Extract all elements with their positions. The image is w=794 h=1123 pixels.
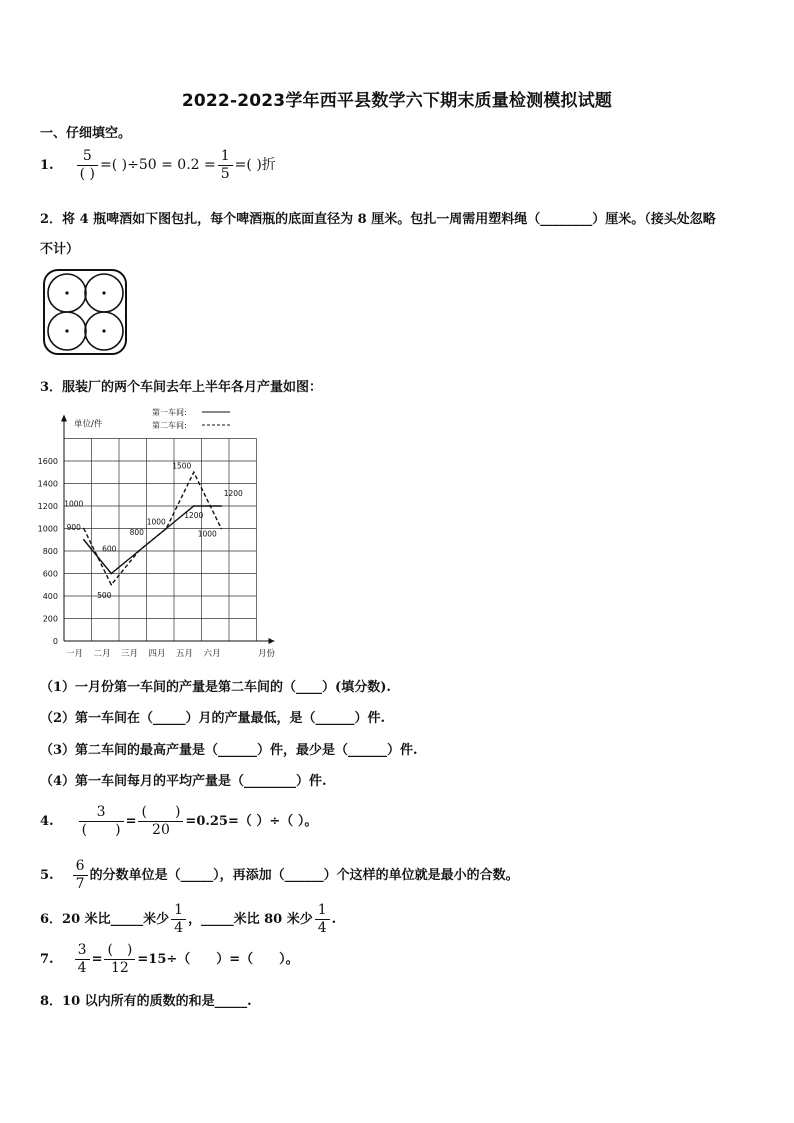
fraction <box>73 858 88 893</box>
equation-text: =( )÷50 = 0.2 = <box>100 157 216 173</box>
data-point <box>220 505 222 507</box>
question-3-intro: 3．服装厂的两个车间去年上半年各月产量如图： <box>40 380 323 395</box>
data-label: 1000 <box>146 517 166 527</box>
data-label: 1200 <box>184 511 204 520</box>
question-number: 7. <box>40 952 54 967</box>
bottle-center <box>65 291 68 294</box>
fraction <box>315 902 330 937</box>
data-point <box>83 528 85 530</box>
y-tick-label: 800 <box>42 547 58 556</box>
denominator: 5 <box>220 166 230 182</box>
x-axis-arrow <box>269 638 275 644</box>
y-tick-label: 200 <box>42 614 58 624</box>
bottle-center <box>65 329 68 332</box>
y-tick-label: 0 <box>52 637 58 646</box>
fraction <box>171 902 186 937</box>
denominator: ( ) <box>81 822 121 838</box>
numerator: 1 <box>315 902 330 920</box>
question-4 <box>40 804 317 839</box>
data-label: 600 <box>102 544 117 554</box>
legend-label: 第二车间: <box>152 421 187 430</box>
y-tick-label: 1000 <box>37 524 58 534</box>
denominator: 4 <box>77 960 87 976</box>
x-tick-label: 二月 <box>93 649 111 659</box>
fraction <box>79 804 124 839</box>
page-title: 2022-2023学年西平县数学六下期末质量检测模拟试题 <box>181 91 613 111</box>
data-label: 1500 <box>172 461 192 471</box>
question-text: 6．20 米比_____米少 <box>40 912 170 927</box>
y-tick-label: 1400 <box>37 479 58 489</box>
fraction <box>75 942 90 977</box>
x-axis-label: 月份 <box>257 649 276 659</box>
bottle-center <box>102 329 105 332</box>
question-text: ，_____米比 80 米少 <box>188 912 313 927</box>
question-3-sub4: （4）第一车间每月的平均产量是（________）件. <box>40 774 327 789</box>
question-7 <box>40 942 299 977</box>
data-point <box>193 505 195 507</box>
data-point <box>138 550 140 552</box>
numerator: 5 <box>77 148 98 166</box>
x-tick-label: 一月 <box>65 649 84 659</box>
question-1 <box>40 148 276 183</box>
data-label: 900 <box>66 522 81 532</box>
denominator: ( ) <box>79 166 96 182</box>
denominator: 12 <box>111 960 129 976</box>
question-8: 8．10 以内所有的质数的和是_____. <box>40 994 252 1009</box>
x-tick-label: 六月 <box>203 649 221 659</box>
equation-text: =( )折 <box>234 157 276 173</box>
numerator: ( ) <box>138 804 183 822</box>
equals-sign: = <box>91 952 103 967</box>
y-axis-arrow <box>61 415 67 422</box>
numerator: 1 <box>171 902 186 920</box>
numerator: 3 <box>75 942 90 960</box>
y-axis-label: 单位/件 <box>74 419 103 430</box>
data-point <box>110 584 112 586</box>
question-2-line2: 不计） <box>40 242 80 257</box>
numerator: 6 <box>73 858 88 876</box>
bottle-center <box>102 291 105 294</box>
question-2-line1: 2．将 4 瓶啤酒如下图包扎，每个啤酒瓶的底面直径为 8 厘米。包扎一周需用塑料绳（________）厘米。（接头处忽略 <box>40 212 716 227</box>
question-number: 1. <box>40 158 54 173</box>
denominator: 7 <box>75 876 85 892</box>
denominator: 20 <box>152 822 170 838</box>
numerator: 1 <box>218 148 233 166</box>
fraction <box>104 942 135 977</box>
x-tick-label: 四月 <box>148 649 166 659</box>
equation-text: =15÷（ ）=（ ）。 <box>137 952 299 967</box>
production-line-chart <box>30 400 290 665</box>
question-3-sub1: （1）一月份第一车间的产量是第二车间的（____）(填分数). <box>40 680 391 695</box>
numerator: 3 <box>79 804 124 822</box>
question-5 <box>40 858 519 893</box>
y-tick-label: 1200 <box>37 502 58 511</box>
denominator: 4 <box>174 920 184 936</box>
y-tick-label: 600 <box>42 569 58 579</box>
fraction <box>138 804 183 839</box>
x-tick-label: 五月 <box>175 649 194 659</box>
data-point <box>165 528 167 530</box>
y-tick-label: 400 <box>42 592 58 601</box>
data-point <box>83 539 85 541</box>
legend-label: 第一车间: <box>152 408 187 417</box>
equals-sign: = <box>125 814 137 829</box>
data-label: 500 <box>97 590 112 600</box>
fraction <box>218 148 233 183</box>
question-3-sub2: （2）第一车间在（_____）月的产量最低，是（______）件. <box>40 711 386 726</box>
y-tick-label: 1600 <box>37 457 58 466</box>
data-point <box>220 528 222 530</box>
data-label: 1000 <box>197 529 217 539</box>
question-6 <box>40 902 336 937</box>
question-text: 的分数单位是（_____），再添加（______）个这样的单位就是最小的合数。 <box>89 868 519 883</box>
equation-text: =0.25=（ ）÷（ ）。 <box>185 814 318 829</box>
denominator: 4 <box>317 920 327 936</box>
bottle-bundle-diagram <box>42 268 130 358</box>
x-tick-label: 三月 <box>120 649 139 659</box>
numerator: ( ) <box>104 942 135 960</box>
data-point <box>193 471 195 473</box>
section-heading: 一、仔细填空。 <box>40 126 132 141</box>
data-label: 1200 <box>223 489 243 498</box>
fraction <box>77 148 98 183</box>
period: . <box>331 912 337 927</box>
question-3-sub3: （3）第二车间的最高产量是（______）件，最少是（______）件. <box>40 743 418 758</box>
question-number: 5. <box>40 868 54 883</box>
data-label: 1000 <box>64 499 84 509</box>
rope-outline <box>44 270 126 354</box>
data-point <box>110 573 112 575</box>
question-number: 4. <box>40 814 54 829</box>
data-label: 800 <box>129 528 144 537</box>
